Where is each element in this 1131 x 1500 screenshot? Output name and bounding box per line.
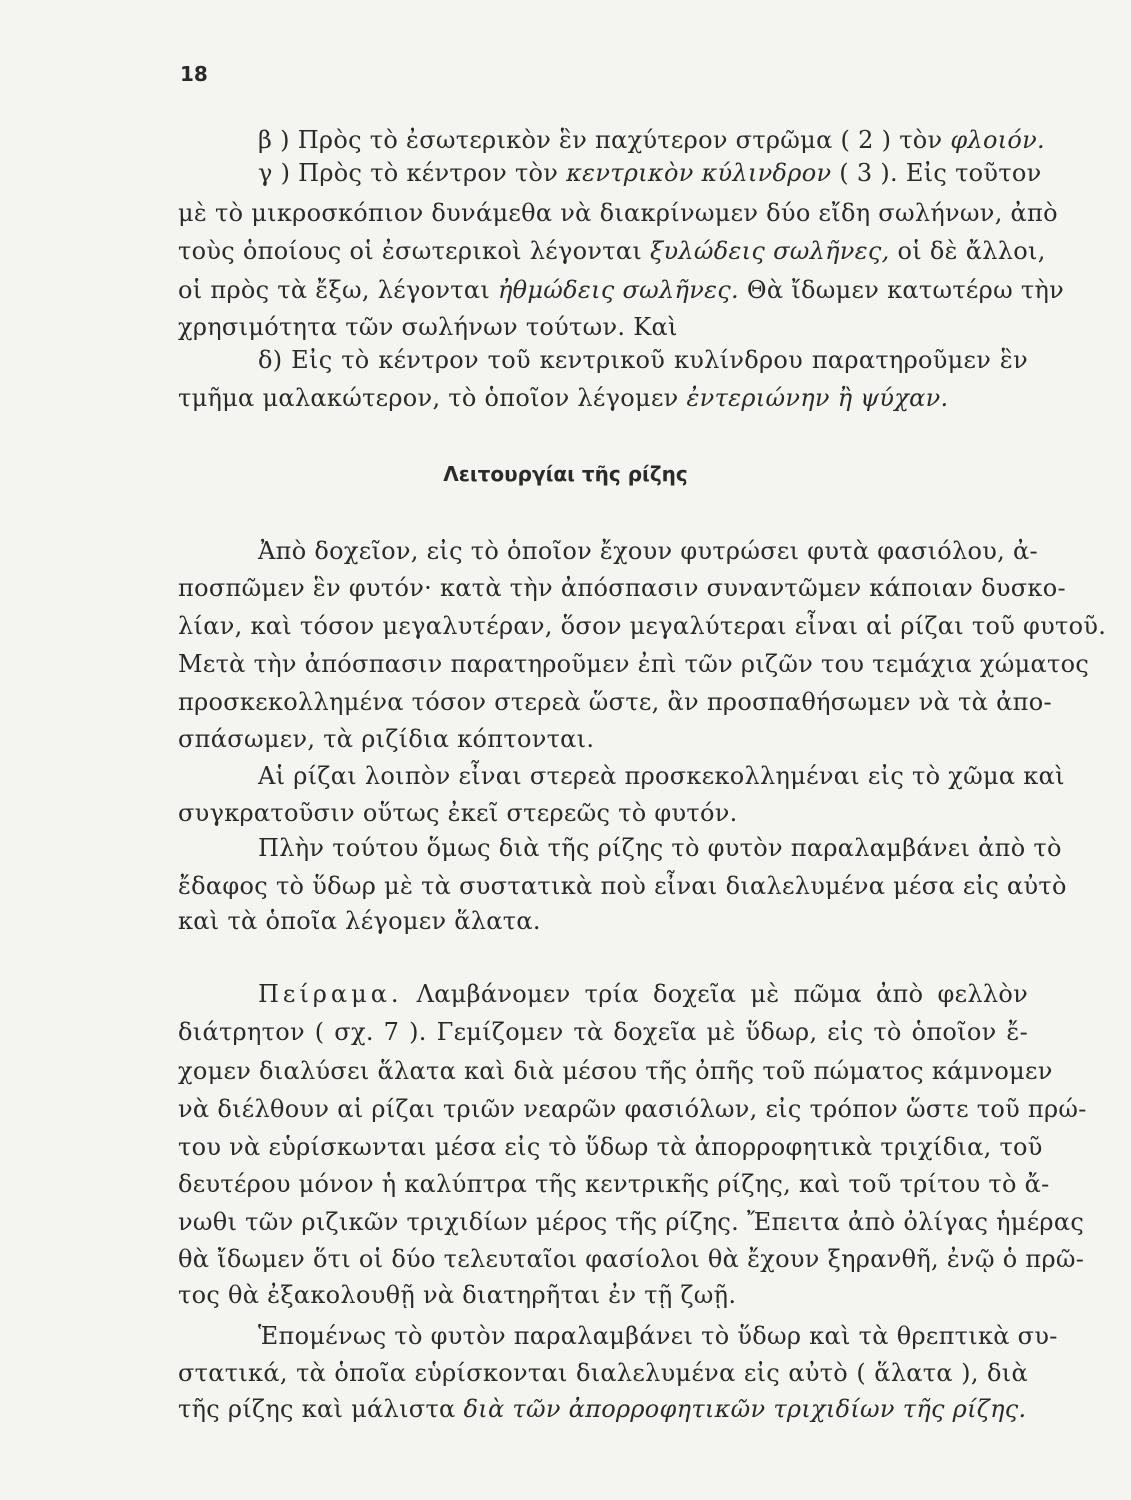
text-line: τοὺς ὁποίους οἱ ἐσωτερικοὶ λέγονται ξυλώδεις σωλῆνες, οἱ δὲ ἄλλοι, xyxy=(178,237,1046,265)
text-line: Μετὰ τὴν ἀπόσπασιν παρατηροῦμεν ἐπὶ τῶν ριζῶν του τεμάχια χώματος xyxy=(178,650,1090,678)
text-line: χομεν διαλύσει ἅλατα καὶ διὰ μέσου τῆς ὀπῆς τοῦ πώματος κάμνομεν xyxy=(178,1057,1053,1085)
text-line: τος θὰ ἐξακολουθῇ νὰ διατηρῆται ἐν τῇ ζωῇ. xyxy=(178,1281,737,1309)
text-line: δ) Εἰς τὸ κέντρον τοῦ κεντρικοῦ κυλίνδρου παρατηροῦμεν ἓν xyxy=(258,346,1028,374)
experiment-label: Πείραμα. xyxy=(258,980,403,1008)
text-line: β ) Πρὸς τὸ ἐσωτερικὸν ἓν παχύτερον στρῶμα ( 2 ) τὸν φλοιόν. xyxy=(258,126,1045,154)
text-line: ποσπῶμεν ἓν φυτόν· κατὰ τὴν ἀπόσπασιν συναντῶμεν κάποιαν δυσκο- xyxy=(178,574,1066,602)
text-line: δευτέρου μόνον ἡ καλύπτρα τῆς κεντρικῆς ρίζης, καὶ τοῦ τρίτου τὸ ἄ- xyxy=(178,1170,1050,1198)
page-number: 18 xyxy=(180,62,208,86)
text-line: θὰ ἴδωμεν ὅτι οἱ δύο τελευταῖοι φασίολοι θὰ ἔχουν ξηρανθῆ, ἐνῷ ὁ πρῶ- xyxy=(178,1245,1085,1273)
text-line: του νὰ εὑρίσκωνται μέσα εἰς τὸ ὕδωρ τὰ ἀπορροφητικὰ τριχίδια, τοῦ xyxy=(178,1133,1043,1161)
text-line: καὶ τὰ ὁποῖα λέγομεν ἅλατα. xyxy=(178,907,541,935)
text-line: τμῆμα μαλακώτερον, τὸ ὁποῖον λέγομεν ἐντεριώνην ἢ ψύχαν. xyxy=(178,384,949,412)
text-line: ἔδαφος τὸ ὕδωρ μὲ τὰ συστατικὰ ποὺ εἶναι διαλελυμένα μέσα εἰς αὐτὸ xyxy=(178,872,1067,900)
text-line: λίαν, καὶ τόσον μεγαλυτέραν, ὅσον μεγαλύτεραι εἶναι αἱ ρίζαι τοῦ φυτοῦ. xyxy=(178,612,1107,640)
text-line: διάτρητον ( σχ. 7 ). Γεμίζομεν τὰ δοχεῖα μὲ ὕδωρ, εἰς τὸ ὁποῖον ἔ- xyxy=(178,1018,1028,1046)
text-line: στατικά, τὰ ὁποῖα εὑρίσκονται διαλελυμένα εἰς αὐτὸ ( ἅλατα ), διὰ xyxy=(178,1359,1028,1387)
text-line: χρησιμότητα τῶν σωλήνων τούτων. Καὶ xyxy=(178,313,678,341)
text-line: οἱ πρὸς τὰ ἔξω, λέγονται ἠθμώδεις σωλῆνες. Θὰ ἴδωμεν κατωτέρω τὴν xyxy=(178,276,1065,304)
text-line: Ἑπομένως τὸ φυτὸν παραλαμβάνει τὸ ὕδωρ καὶ τὰ θρεπτικὰ συ- xyxy=(258,1322,1058,1350)
text-line: συγκρατοῦσιν οὕτως ἐκεῖ στερεῶς τὸ φυτόν. xyxy=(178,799,738,827)
text-line: σπάσωμεν, τὰ ριζίδια κόπτονται. xyxy=(178,725,595,753)
text-line: γ ) Πρὸς τὸ κέντρον τὸν κεντρικὸν κύλινδρον ( 3 ). Εἰς τοῦτον xyxy=(258,159,1042,187)
section-heading: Λειτουργίαι τῆς ρίζης xyxy=(443,462,688,486)
text-line: Ἀπὸ δοχεῖον, εἰς τὸ ὁποῖον ἔχουν φυτρώσει φυτὰ φασιόλου, ἀ- xyxy=(258,537,1038,565)
text-line: νωθι τῶν ριζικῶν τριχιδίων μέρος τῆς ρίζης. Ἔπειτα ἀπὸ ὀλίγας ἡμέρας xyxy=(178,1208,1085,1236)
text-line: Πείραμα. Λαμβάνομεν τρία δοχεῖα μὲ πῶμα ἀπὸ φελλὸν xyxy=(258,980,1028,1008)
text-line: Αἱ ρίζαι λοιπὸν εἶναι στερεὰ προσκεκολλημέναι εἰς τὸ χῶμα καὶ xyxy=(258,762,1065,790)
text-line: προσκεκολλημένα τόσον στερεὰ ὥστε, ἂν προσπαθήσωμεν νὰ τὰ ἀπο- xyxy=(178,688,1052,716)
text-line: νὰ διέλθουν αἱ ρίζαι τριῶν νεαρῶν φασιόλων, εἰς τρόπον ὥστε τοῦ πρώ- xyxy=(178,1095,1087,1123)
text-line: τῆς ρίζης καὶ μάλιστα διὰ τῶν ἀπορροφητικῶν τριχιδίων τῆς ρίζης. xyxy=(178,1395,1027,1423)
text-line: μὲ τὸ μικροσκόπιον δυνάμεθα νὰ διακρίνωμεν δύο εἴδη σωλήνων, ἀπὸ xyxy=(178,199,1058,227)
text-line: Πλὴν τούτου ὅμως διὰ τῆς ρίζης τὸ φυτὸν παραλαμβάνει ἀπὸ τὸ xyxy=(258,834,1062,862)
